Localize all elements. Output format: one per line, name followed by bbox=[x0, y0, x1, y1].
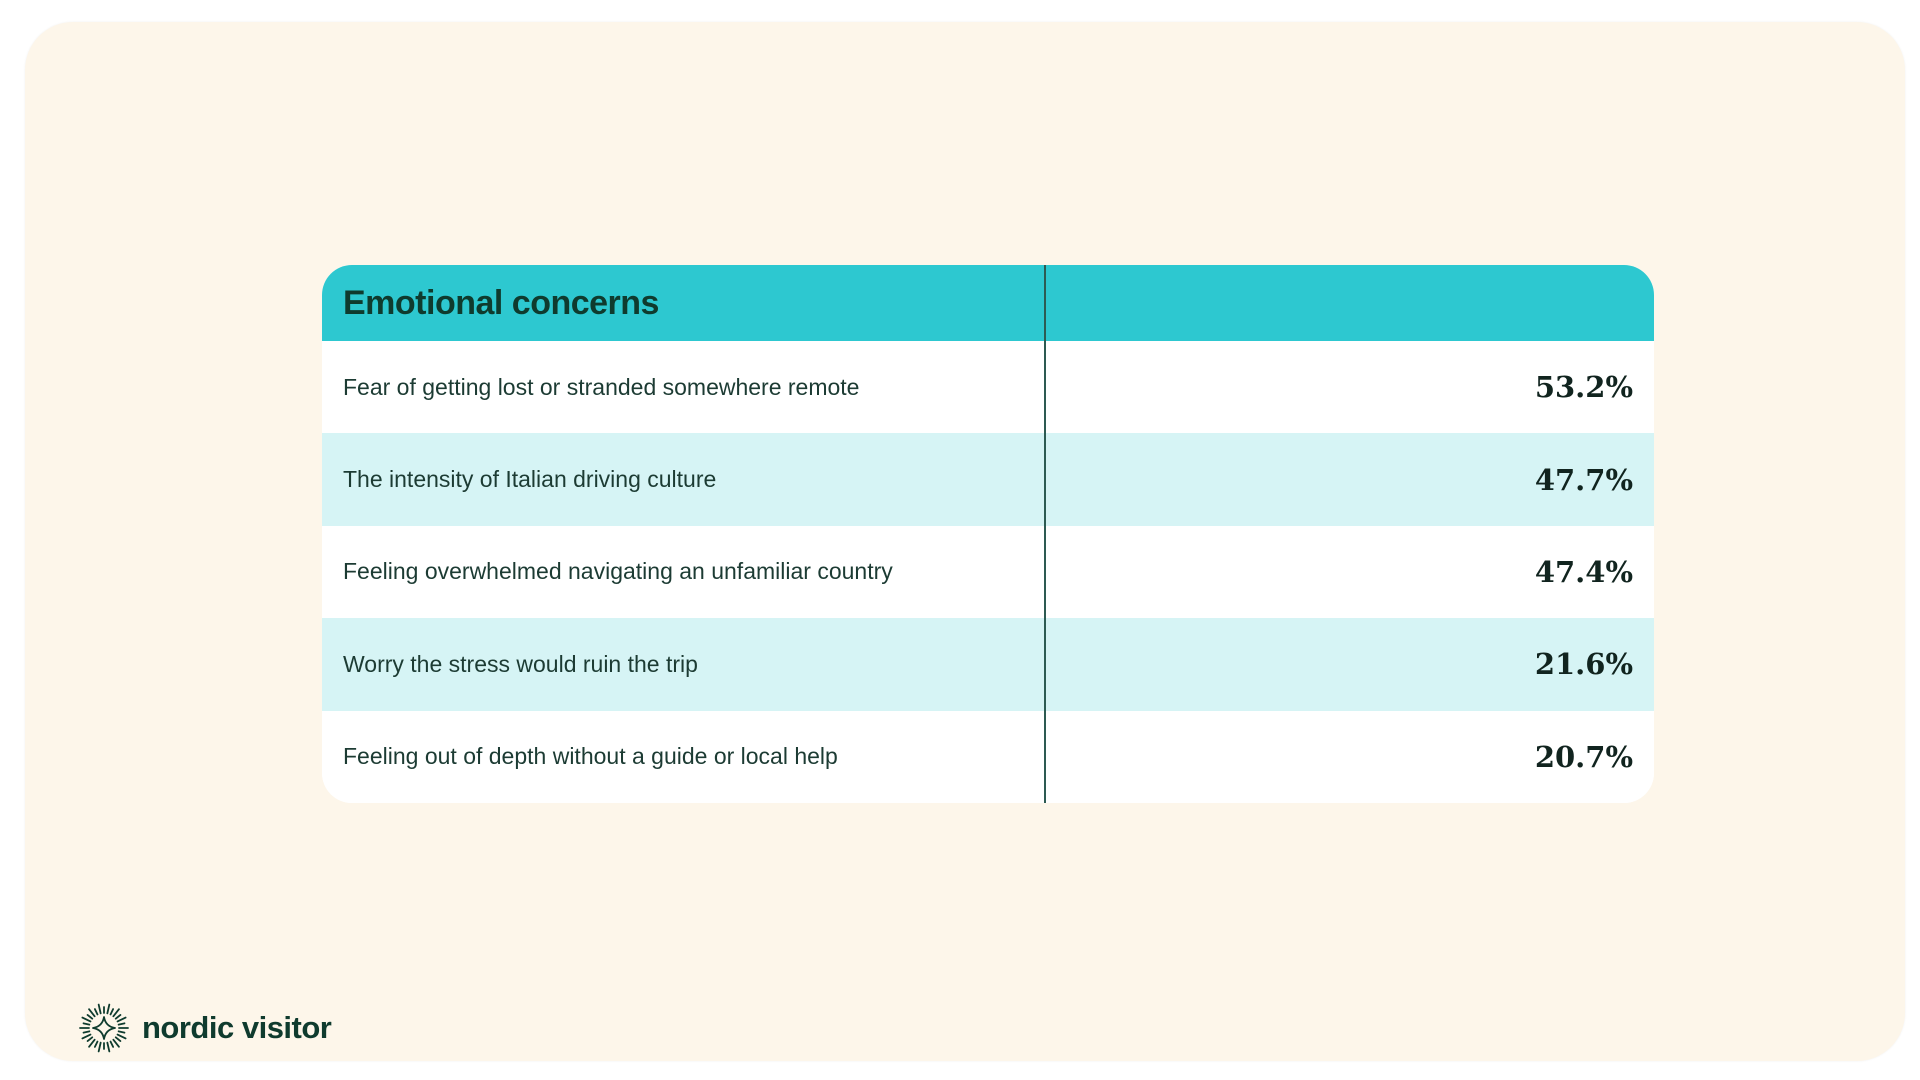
table-row bbox=[322, 341, 1654, 433]
row-value: 21.6% bbox=[1534, 647, 1633, 682]
concerns-table bbox=[322, 265, 1654, 803]
logo-ray bbox=[111, 1009, 114, 1014]
logo-ray bbox=[116, 1015, 121, 1019]
logo-ray bbox=[88, 1015, 93, 1019]
row-value: 47.7% bbox=[1534, 462, 1633, 497]
logo-ray bbox=[111, 1042, 114, 1047]
logo-ray bbox=[89, 1040, 95, 1047]
row-label: Feeling overwhelmed navigating an unfamiliar country bbox=[343, 558, 893, 585]
table-body bbox=[322, 341, 1654, 803]
logo-ray bbox=[84, 1031, 90, 1032]
table-title: Emotional concerns bbox=[343, 283, 659, 322]
table-row bbox=[322, 526, 1654, 618]
logo-ray bbox=[95, 1009, 98, 1014]
row-value: 53.2% bbox=[1534, 370, 1633, 405]
logo-ray bbox=[113, 1040, 119, 1047]
logo-ray bbox=[82, 1035, 90, 1039]
logo-ray bbox=[99, 1043, 101, 1052]
row-label: The intensity of Italian driving culture bbox=[343, 466, 717, 493]
logo-ray bbox=[82, 1018, 90, 1022]
row-value: 47.4% bbox=[1534, 554, 1633, 589]
logo-ray bbox=[95, 1042, 98, 1047]
logo-ray bbox=[119, 1031, 125, 1032]
logo-ray bbox=[113, 1009, 119, 1016]
row-label: Fear of getting lost or stranded somewhere remote bbox=[343, 373, 860, 400]
column-divider bbox=[1044, 265, 1046, 803]
logo-ray bbox=[107, 1005, 109, 1014]
logo-ray bbox=[118, 1018, 126, 1022]
logo-ray bbox=[89, 1009, 95, 1016]
table-row bbox=[322, 433, 1654, 525]
logo-ray bbox=[118, 1035, 126, 1039]
logo-ray bbox=[99, 1005, 101, 1014]
row-value: 20.7% bbox=[1534, 739, 1633, 774]
table-header bbox=[322, 265, 1654, 341]
brand-logo bbox=[78, 1002, 331, 1054]
row-label: Worry the stress would ruin the trip bbox=[343, 650, 698, 677]
logo-ray bbox=[84, 1023, 90, 1024]
logo-ray bbox=[107, 1043, 109, 1052]
sunburst-star-icon bbox=[78, 1002, 130, 1054]
table-row bbox=[322, 711, 1654, 803]
table-row bbox=[322, 618, 1654, 710]
background-card bbox=[25, 22, 1905, 1061]
logo-ray bbox=[119, 1023, 125, 1024]
row-label: Feeling out of depth without a guide or local help bbox=[343, 743, 838, 770]
brand-name: nordic visitor bbox=[142, 1010, 332, 1045]
logo-ray bbox=[116, 1037, 121, 1041]
logo-ray bbox=[88, 1037, 93, 1041]
